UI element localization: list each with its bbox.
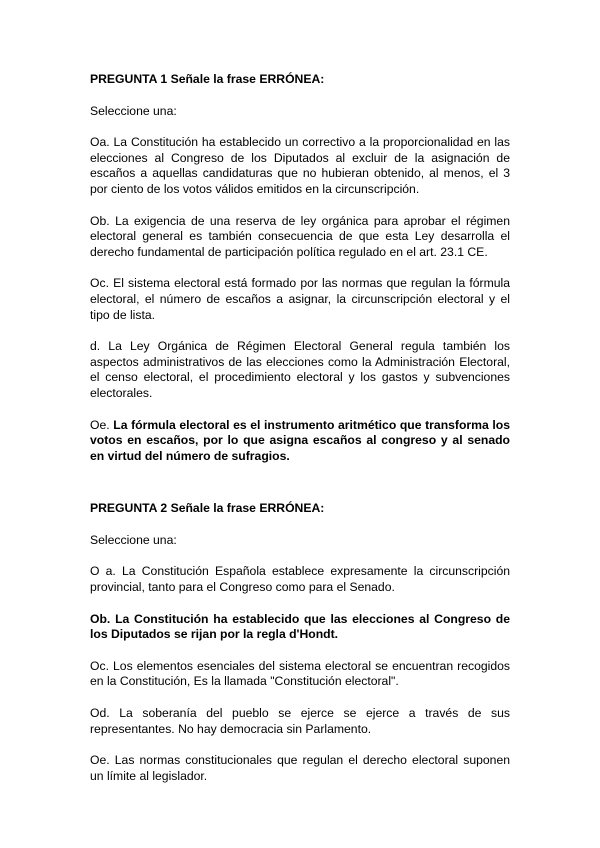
- option-prefix: Oa.: [90, 135, 114, 150]
- option-text-highlighted: La Constitución ha establecido que las elecciones al Congreso de los Diputados se rijan por la regla d'Hondt.: [90, 611, 510, 642]
- option-prefix: Oe.: [90, 753, 115, 768]
- option-prefix: Ob.: [90, 611, 116, 626]
- question-2-option-a: [90, 564, 510, 595]
- question-2-option-c: [90, 659, 510, 690]
- option-text: La exigencia de una reserva de ley orgánica para aprobar el régimen electoral general es también consecuencia de que esta Ley desarrolla el derecho fundamental de participación política regulado en el art. 23.1 CE.: [90, 213, 510, 259]
- option-prefix: Oe.: [90, 417, 114, 432]
- option-text: La Constitución Española establece expresamente la circunscripción provincial, tanto para el Congreso como para el Senado.: [90, 564, 510, 595]
- option-prefix: d.: [90, 339, 109, 354]
- question-1-prompt: Seleccione una:: [90, 103, 177, 118]
- option-prefix: Oc.: [90, 658, 114, 673]
- question-1-option-b: [90, 214, 510, 261]
- option-text: El sistema electoral está formado por las normas que regulan la fórmula electoral, el número de escaños a asignar, la circunscripción electoral y el tipo de lista.: [90, 276, 510, 322]
- option-text: La Ley Orgánica de Régimen Electoral General regula también los aspectos administrativos de las elecciones como la Administración Electoral, el censo electoral, el procedimiento electoral y los gastos y subvenciones electorales.: [90, 339, 510, 400]
- option-prefix: Oc.: [90, 276, 114, 291]
- question-2: [90, 501, 510, 784]
- option-prefix: Ob.: [90, 213, 116, 228]
- option-prefix: O a.: [90, 564, 122, 579]
- question-1-option-a: [90, 135, 510, 197]
- question-2-prompt: Seleccione una:: [90, 532, 177, 547]
- option-text: Las normas constitucionales que regulan el derecho electoral suponen un límite al legislador.: [90, 753, 510, 783]
- option-text: La Constitución ha establecido un correctivo a la proporcionalidad en las elecciones al Congreso de los Diputados al excluir de la asignación de escaños a aquellas candidaturas que no hubieran obtenido, al menos, el 3 por ciento de los votos válidos emitidos en la circunscripción.: [90, 135, 510, 196]
- question-2-option-e: [90, 753, 510, 784]
- question-1-option-e: [90, 418, 510, 465]
- option-prefix: Od.: [90, 706, 120, 721]
- question-1-option-d: [90, 339, 510, 401]
- question-1: [90, 72, 510, 464]
- question-2-heading: PREGUNTA 2 Señale la frase ERRÓNEA:: [90, 501, 325, 516]
- question-2-option-d: [90, 706, 510, 737]
- question-1-option-c: [90, 276, 510, 323]
- question-1-heading: PREGUNTA 1 Señale la frase ERRÓNEA:: [90, 72, 325, 86]
- option-text-highlighted: La fórmula electoral es el instrumento aritmético que transforma los votos en escaños, por lo que asigna escaños al congreso y al senado en virtud del número de sufragios.: [90, 417, 510, 463]
- document-content: [90, 72, 510, 784]
- question-2-option-b: [90, 612, 510, 643]
- option-text: Los elementos esenciales del sistema electoral se encuentran recogidos en la Constitución, Es la llamada "Constitución electoral".: [90, 658, 510, 689]
- option-text: La soberanía del pueblo se ejerce se ejerce a través de sus representantes. No hay democracia sin Parlamento.: [90, 706, 511, 736]
